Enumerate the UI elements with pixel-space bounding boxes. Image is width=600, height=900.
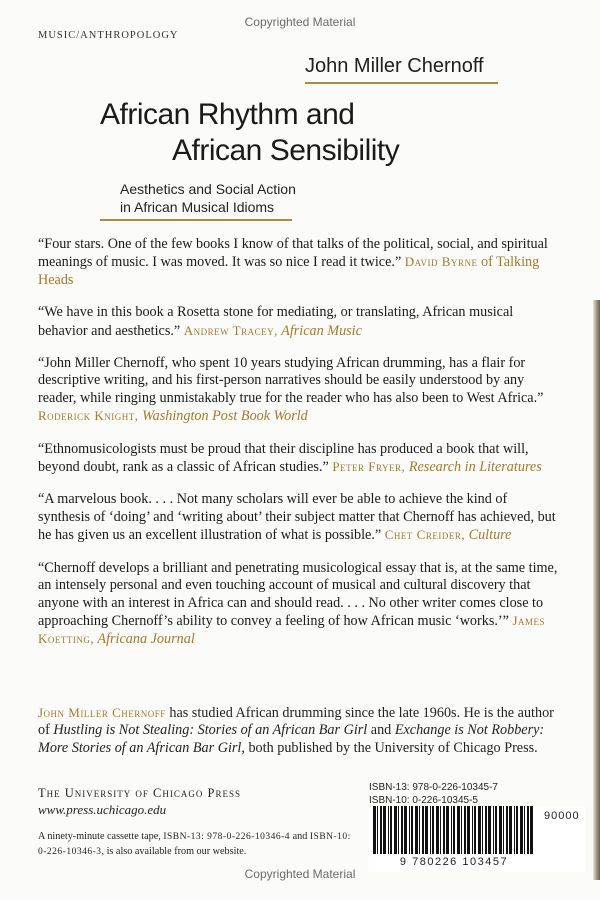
barcode-bar (390, 806, 392, 854)
bio-text: , both published by the University of Chicago Press. (241, 739, 538, 756)
barcode-bar (422, 806, 424, 854)
subtitle-line-1: Aesthetics and Social Action (120, 181, 296, 197)
quote-reviewer: James Koetting, (38, 612, 546, 647)
barcode-bar (432, 806, 434, 854)
author-name: John Miller Chernoff (305, 55, 484, 77)
quote-reviewer: Chet Creider, (384, 527, 466, 543)
bio-author-name: John Miller Chernoff (38, 705, 166, 720)
cassette-text: and (290, 831, 310, 842)
quote-text: “Ethnomusicologists must be proud that their discipline has produced a book that will, beyond doubt, rank as a classic of African studies.” (38, 440, 529, 476)
barcode-bar (474, 806, 476, 854)
publisher-name: The University of Chicago Press (38, 786, 241, 800)
barcode-bar (377, 806, 378, 854)
quote-source: of Talking Heads (38, 254, 540, 288)
barcode-bar (506, 806, 508, 854)
barcode-bar (524, 806, 525, 854)
quote-source: Research in Literatures (405, 459, 542, 476)
barcode-bars (369, 806, 541, 856)
subtitle-line-2: in African Musical Idioms (120, 199, 275, 215)
barcode-bar (401, 806, 403, 854)
barcode-bar (398, 806, 399, 854)
quote-reviewer: Roderick Knight, (38, 408, 139, 424)
review-quote (38, 560, 560, 649)
barcode-number: 9 780226 103457 (399, 856, 509, 868)
barcode-bar (430, 806, 431, 854)
barcode-bar (415, 806, 418, 854)
barcode-bar (503, 806, 504, 854)
quote-reviewer: David Byrne (404, 254, 478, 270)
publisher-website: www.press.uchicago.edu (38, 802, 167, 817)
isbn10-label: ISBN-10: 0-226-10345-5 (369, 795, 478, 806)
quote-reviewer: Peter Fryer, (332, 459, 406, 475)
bio-text: has studied African drumming since the late 1960s. He is the author of (38, 705, 554, 739)
barcode-bar (451, 806, 452, 854)
barcode-bar (472, 806, 473, 854)
barcode-bar (478, 806, 481, 854)
quote-source: Africana Journal (94, 631, 195, 648)
author-rule (305, 82, 498, 84)
barcode-bar (440, 806, 441, 854)
barcode-bar (514, 806, 515, 854)
barcode-bar (425, 806, 428, 854)
price-code: 90000 (544, 810, 580, 822)
barcode-bar (499, 806, 502, 854)
review-quote (38, 491, 560, 544)
book-subtitle (120, 180, 296, 216)
barcode-bar (488, 806, 491, 854)
barcode-bar (457, 806, 460, 854)
title-line-2: African Sensibility (172, 134, 400, 167)
barcode-bar (436, 806, 439, 854)
quote-source: African Music (277, 322, 362, 339)
barcode-bar (509, 806, 512, 854)
copyright-watermark-bottom: Copyrighted Material (244, 867, 356, 881)
barcode-bar (383, 806, 386, 854)
barcode-bar (446, 806, 449, 854)
review-quotes (38, 236, 560, 664)
barcode-bar (520, 806, 523, 854)
quote-text: “Chernoff develops a brilliant and penetrating musicological essay that is, at the same time, an intensely personal and even touching account of musical and cultural discovery that anyone with an interest in Africa can and should read. . . . No other writer comes close to approaching Chernoff’s ability to convey a feeling of how African music ‘works.’” (38, 559, 558, 629)
quote-text: “Four stars. One of the few books I know of that talks of the political, social, and spiritual meanings of music. I was moved. It was so nice I read it twice.” (38, 236, 548, 271)
quote-source: Culture (465, 527, 512, 544)
category-label: MUSIC/ANTHROPOLOGY (38, 30, 179, 41)
cassette-text: , is also available from our website. (101, 845, 247, 857)
barcode-bar (495, 806, 497, 854)
barcode-bar (493, 806, 494, 854)
bio-text: and (367, 722, 395, 739)
barcode-bar (485, 806, 487, 854)
barcode-bar (453, 806, 455, 854)
bio-book-title: Exchange is Not Robbery: More Stories of an African Bar Girl (38, 722, 545, 756)
barcode-bar (380, 806, 382, 854)
quote-source: Washington Post Book World (138, 408, 308, 425)
cassette-isbn10: ISBN-10: 0-226-10346-3 (38, 832, 351, 857)
barcode-bar (516, 806, 518, 854)
review-quote (38, 236, 560, 289)
author-block (305, 55, 498, 78)
barcode-bar (409, 806, 410, 854)
barcode-bar (530, 806, 533, 854)
barcode-bar (388, 806, 389, 854)
book-spine-edge (593, 300, 600, 880)
barcode-bar (404, 806, 407, 854)
barcode-bar (467, 806, 470, 854)
barcode-bar (461, 806, 462, 854)
cassette-isbn13: ISBN-13: 978-0-226-10346-4 (163, 832, 291, 842)
bio-book-title: Hustling is Not Stealing: Stories of an African Bar Girl (53, 722, 368, 739)
isbn13-label: ISBN-13: 978-0-226-10345-7 (369, 782, 498, 793)
barcode-bar (394, 806, 397, 854)
copyright-watermark-top: Copyrighted Material (244, 15, 356, 29)
barcode-bar (527, 806, 529, 854)
quote-text: “A marvelous book. . . . Not many scholars will ever be able to achieve the kind of synthesis of ‘doing’ and ‘writing about’ their subject matter that Chernoff has achieved, but he has given us an excellent illustration of what is possible.” (38, 491, 556, 544)
author-bio (38, 704, 560, 757)
barcode-bar (482, 806, 483, 854)
title-line-1: African Rhythm and (100, 98, 355, 131)
book-title (100, 97, 520, 169)
barcode-bar (443, 806, 445, 854)
barcode-bar (419, 806, 420, 854)
cassette-note (38, 830, 358, 859)
subtitle-rule (100, 219, 292, 221)
quote-text: “John Miller Chernoff, who spent 10 years studying African drumming, has a flair for descriptive writing, and his first-person narratives should be easily understood by any reader, while ringing unmistakably true for the reader who has also been to West Africa.” (38, 355, 544, 406)
barcode-bar (464, 806, 466, 854)
review-quote (38, 441, 560, 477)
barcode-bar (373, 806, 376, 854)
quote-reviewer: Andrew Tracey, (183, 322, 278, 338)
review-quote (38, 355, 560, 426)
quote-text: “We have in this book a Rosetta stone for mediating, or translating, African musical behavior and aesthetics.” (38, 304, 514, 339)
review-quote (38, 304, 560, 340)
barcode-bar (411, 806, 413, 854)
cassette-text: A ninety-minute cassette tape, (38, 831, 164, 842)
